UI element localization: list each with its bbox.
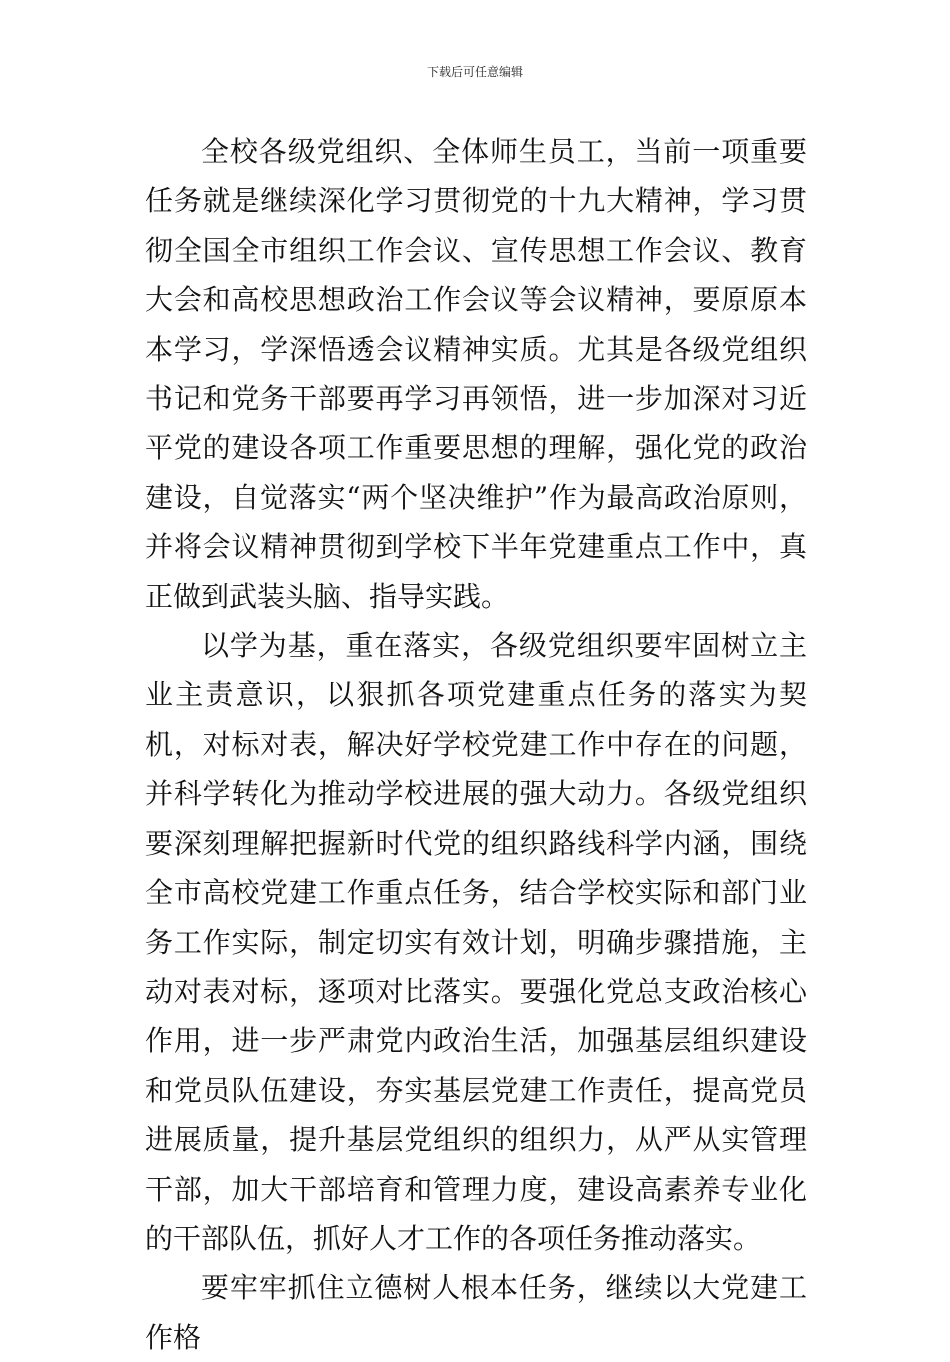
paragraph-1: 全校各级党组织、全体师生员工，当前一项重要任务就是继续深化学习贯彻党的十九大精神，学习贯彻全国全市组织工作会议、宣传思想工作会议、教育大会和高校思想政治工作会议等会议精神，要原原本本学习，学深悟透会议精神实质。尤其是各级党组织书记和党务干部要再学习再领悟，进一步加深对习近平党的建设各项工作重要思想的理解，强化党的政治建设，自觉落实“两个坚决维护”作为最高政治原则，并将会议精神贯彻到学校下半年党建重点工作中，真正做到武装头脑、指导实践。 xyxy=(145,135,807,613)
paragraph-2: 以学为基，重在落实，各级党组织要牢固树立主业主责意识，以狠抓各项党建重点任务的落实为契机，对标对表，解决好学校党建工作中存在的问题，并科学转化为推动学校进展的强大动力。各级党组织要深刻理解把握新时代党的组织路线科学内涵，围绕全市高校党建工作重点任务，结合学校实际和部门业务工作实际，制定切实有效计划，明确步骤措施，主动对表对标，逐项对比落实。要强化党总支政治核心作用，进一步严肃党内政治生活，加强基层组织建设和党员队伍建设，夯实基层党建工作责任，提高党员进展质量，提升基层党组织的组织力，从严从实管理干部，加大干部培育和管理力度，建设高素养专业化的干部队伍，抓好人才工作的各项任务推动落实。 xyxy=(145,629,807,1255)
document-body xyxy=(145,127,807,1362)
page-header-note: 下载后可任意编辑 xyxy=(426,65,523,79)
paragraph-3: 要牢牢抓住立德树人根本任务，继续以大党建工作格 xyxy=(145,1271,807,1354)
